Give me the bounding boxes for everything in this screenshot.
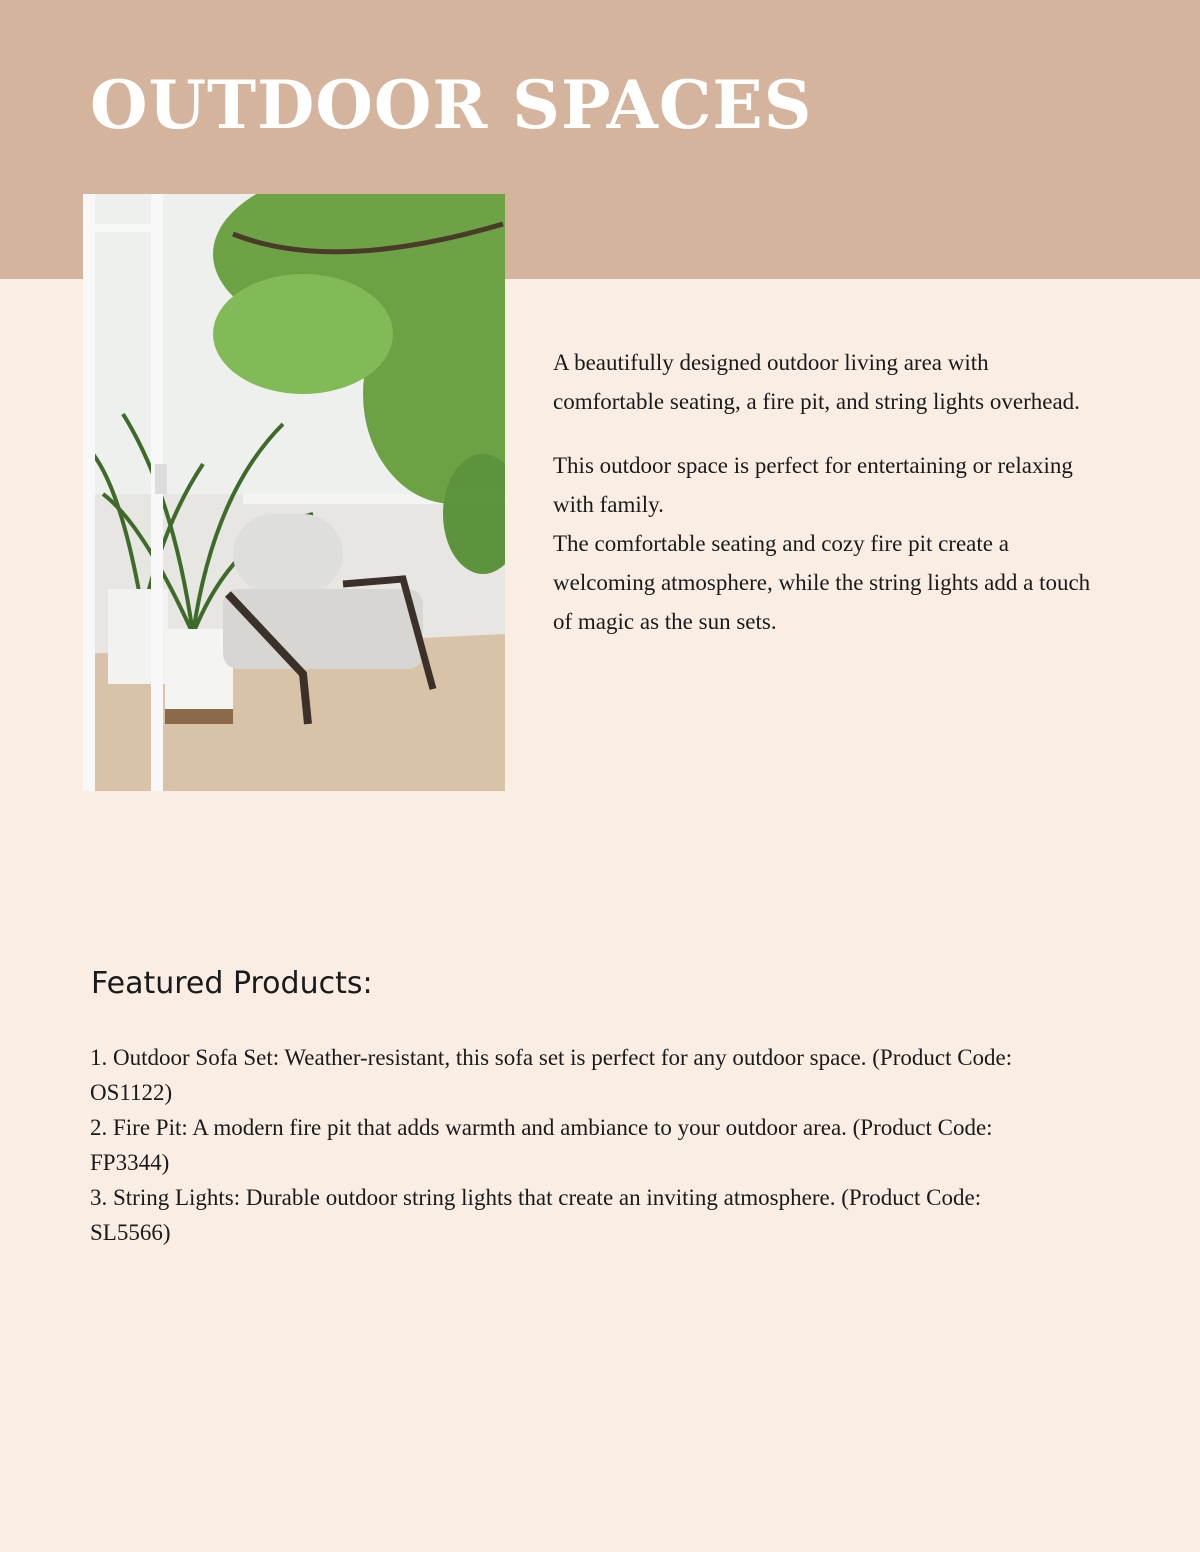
description-paragraph: This outdoor space is perfect for entertaining or relaxing with family.: [553, 453, 1073, 517]
description-paragraph: A beautifully designed outdoor living area with comfortable seating, a fire pit, and string lights overhead.: [553, 350, 1080, 414]
list-item: 3. String Lights: Durable outdoor string lights that create an inviting atmosphere. (Product Code: SL5566): [90, 1185, 982, 1245]
featured-products-heading: Featured Products:: [91, 966, 373, 1001]
page-title: OUTDOOR SPACES: [90, 66, 813, 144]
patio-photo: [83, 194, 505, 791]
description-paragraph: The comfortable seating and cozy fire pit create a welcoming atmosphere, while the string lights add a touch of magic as the sun sets.: [553, 531, 1091, 634]
description: [553, 343, 1093, 641]
list-item: 1. Outdoor Sofa Set: Weather-resistant, this sofa set is perfect for any outdoor space. (Product Code: OS1122): [90, 1045, 1013, 1105]
featured-products-list: [90, 1040, 1050, 1250]
list-item: 2. Fire Pit: A modern fire pit that adds warmth and ambiance to your outdoor area. (Product Code: FP3344): [90, 1115, 993, 1175]
